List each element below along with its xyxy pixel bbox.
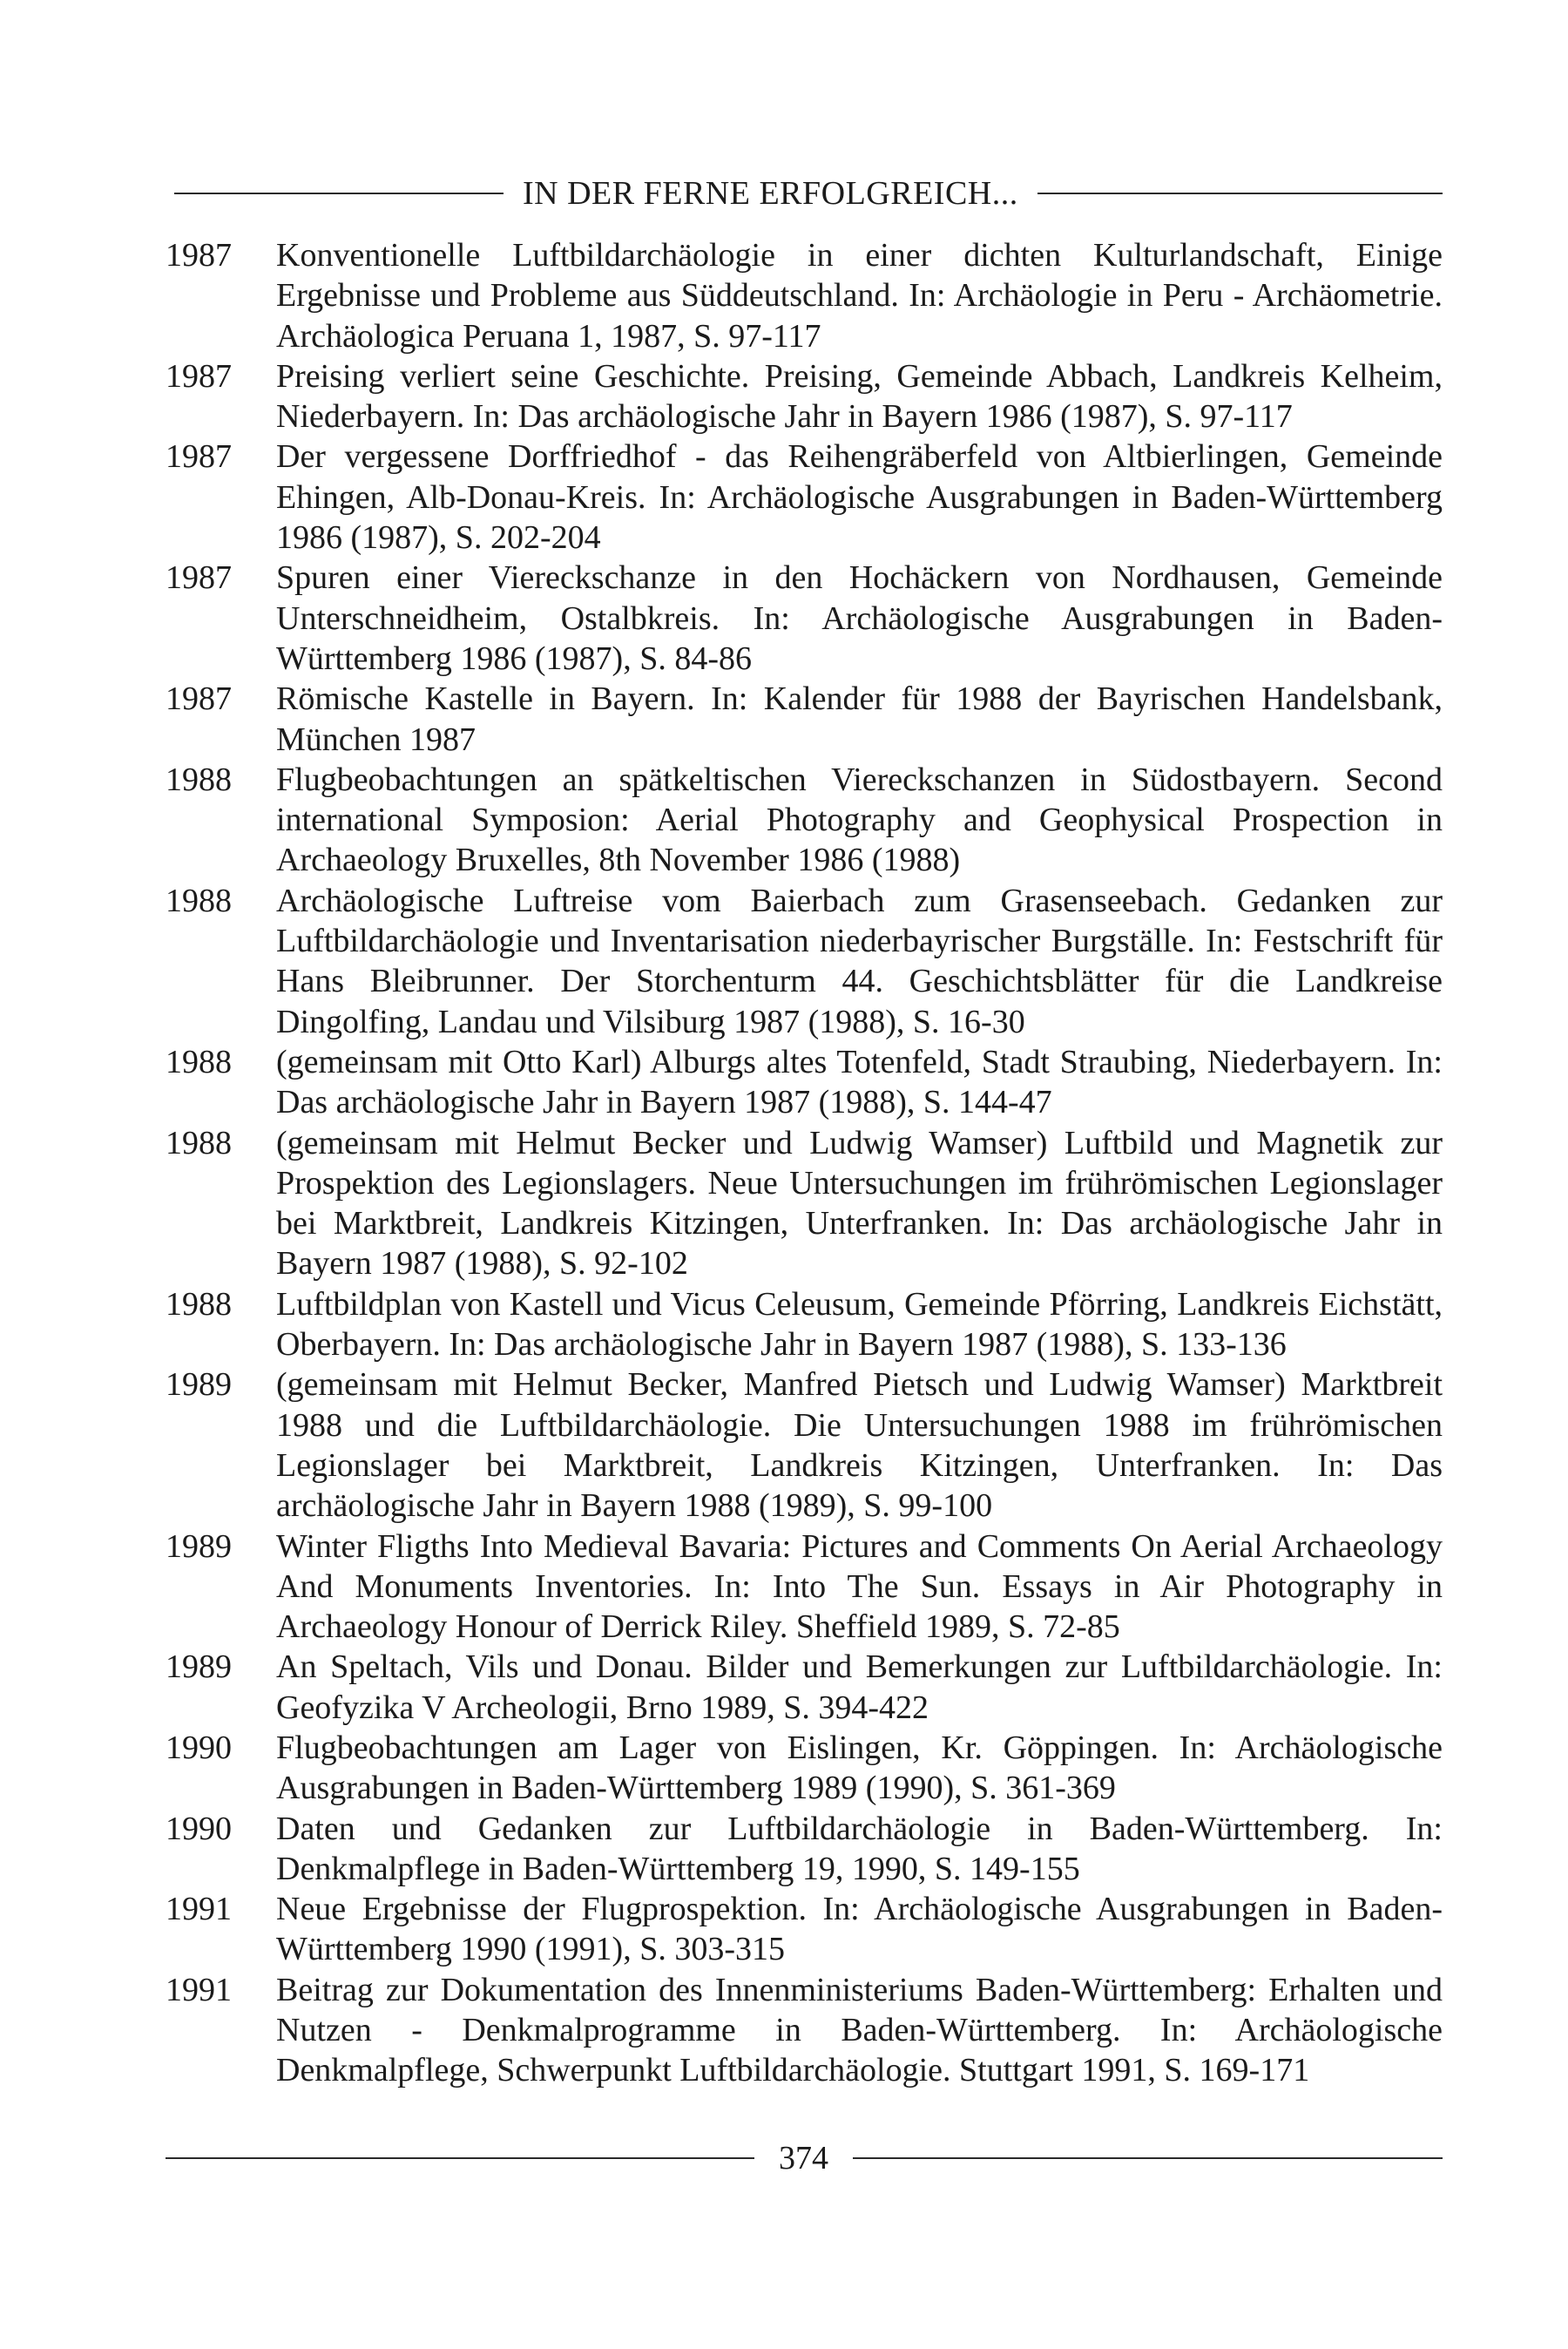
bibliography-entry [166, 1123, 1443, 1284]
entry-year: 1987 [166, 237, 232, 274]
entry-citation: Daten und Gedanken zur Luftbildarchäologie in Baden-Württemberg. In: Denkmalpflege in Baden-Württemberg 19, 1990, S. 149-155 [276, 1810, 1443, 1887]
entry-year: 1989 [166, 1648, 232, 1686]
bibliography-entry [166, 679, 1443, 760]
entry-year: 1987 [166, 438, 232, 476]
entry-citation: Archäologische Luftreise vom Baierbach zum Grasenseebach. Gedanken zur Luftbildarchäologie und Inventarisation niederbayrischer Burgställe. In: Festschrift für Hans Bleibrunner. Der Storchenturm 44. Geschichtsblätter für die Landkreise Dingolfing, Landau und Vilsiburg 1987 (1988), S. 16-30 [276, 882, 1443, 1040]
footer-rule-left [166, 2157, 754, 2159]
entry-citation: (gemeinsam mit Helmut Becker und Ludwig Wamser) Luftbild und Magnetik zur Prospektion des Legionslagers. Neue Untersuchungen im frührömischen Legionslager bei Marktbreit, Landkreis Kitzingen, Unterfranken. In: Das archäologische Jahr in Bayern 1987 (1988), S. 92-102 [276, 1124, 1443, 1283]
bibliography-entry [166, 1364, 1443, 1526]
entry-year: 1987 [166, 680, 232, 718]
entry-citation: Winter Fligths Into Medieval Bavaria: Pictures and Comments On Aerial Archaeology And Monuments Inventories. In: Into The Sun. Essays in Air Photography in Archaeology Honour of Derrick Riley. Sheffield 1989, S. 72-85 [276, 1527, 1443, 1646]
entry-citation: Flugbeobachtungen an spätkeltischen Viereckschanzen in Südostbayern. Second international Symposion: Aerial Photography and Geophysical Prospection in Archaeology Bruxelles, 8th November 1986 (1988) [276, 761, 1443, 879]
bibliography-entry [166, 881, 1443, 1042]
entry-year: 1991 [166, 1891, 232, 1928]
bibliography-entry [166, 1809, 1443, 1890]
bibliography-entry [166, 1889, 1443, 1970]
entry-year: 1989 [166, 1527, 232, 1565]
entry-year: 1987 [166, 357, 232, 395]
entry-citation: An Speltach, Vils und Donau. Bilder und Bemerkungen zur Luftbildarchäologie. In: Geofyzika V Archeologii, Brno 1989, S. 394-422 [276, 1648, 1443, 1726]
entry-year: 1987 [166, 559, 232, 597]
running-head-rule-right [1037, 193, 1443, 194]
bibliography-list [166, 235, 1443, 2091]
entry-year: 1988 [166, 1043, 232, 1080]
entry-citation: Konventionelle Luftbildarchäologie in einer dichten Kulturlandschaft, Einige Ergebnisse und Probleme aus Süddeutschland. In: Archäologie in Peru - Archäometrie. Archäologica Peruana 1, 1987, S. 97-117 [276, 237, 1443, 355]
entry-year: 1990 [166, 1810, 232, 1847]
bibliography-entry [166, 356, 1443, 437]
entry-year: 1988 [166, 761, 232, 798]
entry-citation: Neue Ergebnisse der Flugprospektion. In: Archäologische Ausgrabungen in Baden-Württemberg 1990 (1991), S. 303-315 [276, 1891, 1443, 1968]
bibliography-entry [166, 1042, 1443, 1123]
entry-year: 1990 [166, 1729, 232, 1766]
bibliography-entry [166, 1527, 1443, 1648]
entry-citation: Römische Kastelle in Bayern. In: Kalender für 1988 der Bayrischen Handelsbank, München 1987 [276, 680, 1443, 758]
entry-citation: Spuren einer Viereckschanze in den Hochäckern von Nordhausen, Gemeinde Unterschneidheim, Ostalbkreis. In: Archäologische Ausgrabungen in Baden-Württemberg 1986 (1987), S. 84-86 [276, 559, 1443, 677]
footer-rule-right [853, 2157, 1443, 2159]
page-number: 374 [779, 2140, 828, 2176]
running-head [174, 167, 1443, 220]
bibliography-entry [166, 437, 1443, 558]
entry-year: 1988 [166, 1124, 232, 1161]
entry-year: 1989 [166, 1366, 232, 1404]
entry-year: 1988 [166, 1285, 232, 1323]
entry-citation: (gemeinsam mit Otto Karl) Alburgs altes Totenfeld, Stadt Straubing, Niederbayern. In: Das archäologische Jahr in Bayern 1987 (1988), S. 144-47 [276, 1043, 1443, 1121]
running-head-rule-left [174, 193, 504, 194]
bibliography-entry [166, 1970, 1443, 2091]
page-footer [166, 2132, 1443, 2184]
bibliography-entry [166, 760, 1443, 881]
bibliography-entry [166, 1284, 1443, 1365]
entry-citation: Luftbildplan von Kastell und Vicus Celeusum, Gemeinde Pförring, Landkreis Eichstätt, Oberbayern. In: Das archäologische Jahr in Bayern 1987 (1988), S. 133-136 [276, 1285, 1443, 1364]
bibliography-entry [166, 1647, 1443, 1728]
entry-year: 1991 [166, 1971, 232, 2008]
bibliography-entry [166, 235, 1443, 356]
entry-citation: Flugbeobachtungen am Lager von Eislingen, Kr. Göppingen. In: Archäologische Ausgrabungen in Baden-Württemberg 1989 (1990), S. 361-369 [276, 1729, 1443, 1807]
entry-citation: Beitrag zur Dokumentation des Innenministeriums Baden-Württemberg: Erhalten und Nutzen - Denkmalprogramme in Baden-Württemberg. In: Archäologische Denkmalpflege, Schwerpunkt Luftbildarchäologie. Stuttgart 1991, S. 169-171 [276, 1971, 1443, 2089]
entry-year: 1988 [166, 882, 232, 919]
entry-citation: Preising verliert seine Geschichte. Preising, Gemeinde Abbach, Landkreis Kelheim, Niederbayern. In: Das archäologische Jahr in Bayern 1986 (1987), S. 97-117 [276, 357, 1443, 436]
bibliography-entry [166, 1728, 1443, 1809]
bibliography-entry [166, 558, 1443, 679]
entry-citation: (gemeinsam mit Helmut Becker, Manfred Pietsch und Ludwig Wamser) Marktbreit 1988 und die Luftbildarchäologie. Die Untersuchungen 1988 im frührömischen Legionslager bei Marktbreit, Landkreis Kitzingen, Unterfranken. In: Das archäologische Jahr in Bayern 1988 (1989), S. 99-100 [276, 1366, 1443, 1525]
running-head-title: IN DER FERNE ERFOLGREICH... [523, 175, 1018, 212]
entry-citation: Der vergessene Dorffriedhof - das Reihengräberfeld von Altbierlingen, Gemeinde Ehingen, Alb-Donau-Kreis. In: Archäologische Ausgrabungen in Baden-Württemberg 1986 (1987), S. 202-204 [276, 438, 1443, 557]
